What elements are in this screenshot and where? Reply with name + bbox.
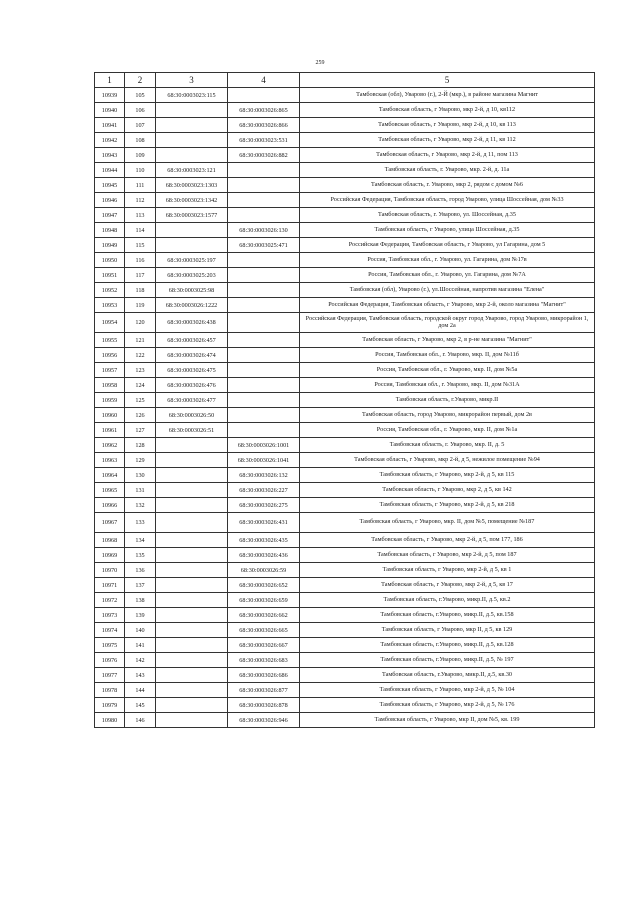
cadastral-number-alt-cell: 68:30:0003026:652 bbox=[228, 578, 300, 593]
index-cell: 105 bbox=[125, 88, 156, 103]
row-number-cell: 10947 bbox=[95, 208, 125, 223]
table-row bbox=[95, 378, 595, 393]
index-cell: 111 bbox=[125, 178, 156, 193]
cadastral-number-cell bbox=[156, 608, 228, 623]
cadastral-number-cell bbox=[156, 713, 228, 728]
address-cell: Тамбовская область, г. Уварово, мкр 2, рядом с домом №6 bbox=[300, 178, 595, 193]
cadastral-number-alt-cell bbox=[228, 378, 300, 393]
row-number-cell: 10963 bbox=[95, 453, 125, 468]
address-cell: Российская Федерация, Тамбовская область, г Уварово, мкр 2-й, около магазина "Магнит" bbox=[300, 298, 595, 313]
row-number-cell: 10944 bbox=[95, 163, 125, 178]
table-body bbox=[95, 88, 595, 728]
cadastral-number-cell bbox=[156, 623, 228, 638]
cadastral-number-cell bbox=[156, 453, 228, 468]
index-cell: 118 bbox=[125, 283, 156, 298]
address-cell: Тамбовская область, г Уварово, мкр 2-й, д 5, кв 17 bbox=[300, 578, 595, 593]
row-number-cell: 10948 bbox=[95, 223, 125, 238]
column-header-5: 5 bbox=[300, 73, 595, 88]
cadastral-number-alt-cell bbox=[228, 193, 300, 208]
row-number-cell: 10977 bbox=[95, 668, 125, 683]
row-number-cell: 10941 bbox=[95, 118, 125, 133]
address-cell: Тамбовская область, г. Уварово, ул. Шоссейная, д.35 bbox=[300, 208, 595, 223]
address-cell: Тамбовская область, г Уварово, мкр 2-й, д 5, нежилое помещение №94 bbox=[300, 453, 595, 468]
address-cell: Тамбовская область, г Уварово, мкр 2-й, д 11, кв 112 bbox=[300, 133, 595, 148]
table-row bbox=[95, 408, 595, 423]
table-row bbox=[95, 498, 595, 513]
cadastral-number-alt-cell: 68:30:0003026:662 bbox=[228, 608, 300, 623]
cadastral-number-cell bbox=[156, 468, 228, 483]
index-cell: 115 bbox=[125, 238, 156, 253]
cadastral-number-alt-cell bbox=[228, 313, 300, 333]
table-row bbox=[95, 698, 595, 713]
cadastral-number-alt-cell: 68:30:0003026:866 bbox=[228, 118, 300, 133]
cadastral-number-cell: 68:30:0003025:197 bbox=[156, 253, 228, 268]
cadastral-number-cell: 68:30:0003026:438 bbox=[156, 313, 228, 333]
table-row bbox=[95, 393, 595, 408]
address-cell: Тамбовская область, г Уварово, мкр 2-й, д 5, кв 1 bbox=[300, 563, 595, 578]
table-row bbox=[95, 118, 595, 133]
address-cell: Тамбовская область, г.Уварово, микр.II, д.5, кв.158 bbox=[300, 608, 595, 623]
index-cell: 120 bbox=[125, 313, 156, 333]
table-row bbox=[95, 423, 595, 438]
index-cell: 127 bbox=[125, 423, 156, 438]
index-cell: 134 bbox=[125, 533, 156, 548]
address-cell: Россия, Тамбовская обл., г. Уварово, мкр. II, дом №1а bbox=[300, 423, 595, 438]
index-cell: 131 bbox=[125, 483, 156, 498]
address-cell: Тамбовская область, г Уварово, мкр 2-й, д 5, № 104 bbox=[300, 683, 595, 698]
index-cell: 136 bbox=[125, 563, 156, 578]
index-cell: 110 bbox=[125, 163, 156, 178]
cadastral-number-cell bbox=[156, 148, 228, 163]
cadastral-number-cell: 68:30:0003023:1342 bbox=[156, 193, 228, 208]
address-cell: Россия, Тамбовская обл., г. Уварово, мкр. II, дом №11б bbox=[300, 348, 595, 363]
index-cell: 122 bbox=[125, 348, 156, 363]
cadastral-number-alt-cell: 68:30:0003026:275 bbox=[228, 498, 300, 513]
cadastral-number-cell bbox=[156, 238, 228, 253]
index-cell: 130 bbox=[125, 468, 156, 483]
row-number-cell: 10953 bbox=[95, 298, 125, 313]
row-number-cell: 10957 bbox=[95, 363, 125, 378]
table-row bbox=[95, 348, 595, 363]
cadastral-number-alt-cell bbox=[228, 423, 300, 438]
table-row bbox=[95, 548, 595, 563]
cadastral-number-alt-cell: 68:30:0003026:878 bbox=[228, 698, 300, 713]
row-number-cell: 10967 bbox=[95, 513, 125, 533]
cadastral-number-cell bbox=[156, 483, 228, 498]
cadastral-number-cell bbox=[156, 498, 228, 513]
address-cell: Тамбовская область, г Уварово, мкр 2-й, д 5, кв 218 bbox=[300, 498, 595, 513]
cadastral-number-alt-cell: 68:30:0003026:130 bbox=[228, 223, 300, 238]
table-row bbox=[95, 468, 595, 483]
address-cell: Тамбовская область, г.Уварово, микр.II, д.5, кв.128 bbox=[300, 638, 595, 653]
index-cell: 108 bbox=[125, 133, 156, 148]
address-cell: Тамбовская область, г Уварово, мкр 2-й, д 11, пом 113 bbox=[300, 148, 595, 163]
table-row bbox=[95, 453, 595, 468]
cadastral-number-alt-cell: 68:30:0003026:946 bbox=[228, 713, 300, 728]
table-row bbox=[95, 683, 595, 698]
address-cell: Тамбовская область, г Уварово, мкр 2-й, д 5, № 176 bbox=[300, 698, 595, 713]
row-number-cell: 10973 bbox=[95, 608, 125, 623]
row-number-cell: 10950 bbox=[95, 253, 125, 268]
cadastral-number-cell: 68:30:0003023:121 bbox=[156, 163, 228, 178]
cadastral-number-alt-cell: 68:30:0003026:865 bbox=[228, 103, 300, 118]
row-number-cell: 10979 bbox=[95, 698, 125, 713]
row-number-cell: 10962 bbox=[95, 438, 125, 453]
row-number-cell: 10966 bbox=[95, 498, 125, 513]
cadastral-number-alt-cell: 68:30:0003026:1041 bbox=[228, 453, 300, 468]
row-number-cell: 10946 bbox=[95, 193, 125, 208]
table-row bbox=[95, 668, 595, 683]
cadastral-number-cell bbox=[156, 638, 228, 653]
column-header-4: 4 bbox=[228, 73, 300, 88]
address-cell: Тамбовская область, г Уварово, мкр II, дом №5, кв. 199 bbox=[300, 713, 595, 728]
index-cell: 129 bbox=[125, 453, 156, 468]
table-row bbox=[95, 638, 595, 653]
index-cell: 139 bbox=[125, 608, 156, 623]
row-number-cell: 10969 bbox=[95, 548, 125, 563]
cadastral-number-cell bbox=[156, 438, 228, 453]
cadastral-number-cell: 68:30:0003025:98 bbox=[156, 283, 228, 298]
cadastral-number-cell bbox=[156, 118, 228, 133]
cadastral-number-alt-cell: 68:30:0003026:227 bbox=[228, 483, 300, 498]
cadastral-number-alt-cell bbox=[228, 363, 300, 378]
address-cell: Российская Федерация, Тамбовская область, г Уварово, ул Гагарина, дом 5 bbox=[300, 238, 595, 253]
cadastral-number-cell bbox=[156, 533, 228, 548]
index-cell: 114 bbox=[125, 223, 156, 238]
cadastral-number-alt-cell bbox=[228, 163, 300, 178]
table-row bbox=[95, 298, 595, 313]
row-number-cell: 10939 bbox=[95, 88, 125, 103]
address-cell: Тамбовская область, г Уварово, мкр 2-й, д 10, кв112 bbox=[300, 103, 595, 118]
table-row bbox=[95, 133, 595, 148]
table-row bbox=[95, 563, 595, 578]
row-number-cell: 10952 bbox=[95, 283, 125, 298]
index-cell: 142 bbox=[125, 653, 156, 668]
table-row bbox=[95, 178, 595, 193]
cadastral-number-cell bbox=[156, 653, 228, 668]
row-number-cell: 10976 bbox=[95, 653, 125, 668]
index-cell: 124 bbox=[125, 378, 156, 393]
index-cell: 140 bbox=[125, 623, 156, 638]
address-cell: Тамбовская область, г.Уварово, микр.II, д.5, кв.2 bbox=[300, 593, 595, 608]
cadastral-number-alt-cell: 68:30:0003026:436 bbox=[228, 548, 300, 563]
cadastral-number-cell bbox=[156, 683, 228, 698]
cadastral-number-alt-cell: 68:30:0003026:435 bbox=[228, 533, 300, 548]
address-cell: Российская Федерация, Тамбовская область, город Уварово, улица Шоссейная, дом №33 bbox=[300, 193, 595, 208]
table-row bbox=[95, 208, 595, 223]
cadastral-number-cell bbox=[156, 513, 228, 533]
row-number-cell: 10958 bbox=[95, 378, 125, 393]
cadastral-number-cell: 68:30:0003023:115 bbox=[156, 88, 228, 103]
index-cell: 137 bbox=[125, 578, 156, 593]
cadastral-number-alt-cell: 68:30:0003026:877 bbox=[228, 683, 300, 698]
address-cell: Россия, Тамбовская обл., г. Уварово, мкр. II, дом №5а bbox=[300, 363, 595, 378]
cadastral-number-cell bbox=[156, 223, 228, 238]
address-cell: Россия, Тамбовская обл., г. Уварово, мкр. II, дом №31А bbox=[300, 378, 595, 393]
index-cell: 145 bbox=[125, 698, 156, 713]
cadastral-number-cell: 68:30:0003026:475 bbox=[156, 363, 228, 378]
index-cell: 125 bbox=[125, 393, 156, 408]
cadastral-number-alt-cell: 68:30:0003026:1001 bbox=[228, 438, 300, 453]
table-row bbox=[95, 333, 595, 348]
index-cell: 121 bbox=[125, 333, 156, 348]
cadastral-number-cell: 68:30:0003026:50 bbox=[156, 408, 228, 423]
row-number-cell: 10974 bbox=[95, 623, 125, 638]
table-row bbox=[95, 513, 595, 533]
cadastral-number-cell: 68:30:0003026:1222 bbox=[156, 298, 228, 313]
index-cell: 113 bbox=[125, 208, 156, 223]
index-cell: 119 bbox=[125, 298, 156, 313]
cadastral-number-cell bbox=[156, 668, 228, 683]
cadastral-number-alt-cell: 68:30:0003023:531 bbox=[228, 133, 300, 148]
row-number-cell: 10971 bbox=[95, 578, 125, 593]
cadastral-number-cell bbox=[156, 548, 228, 563]
cadastral-number-cell: 68:30:0003023:1577 bbox=[156, 208, 228, 223]
cadastral-number-cell bbox=[156, 103, 228, 118]
table-row bbox=[95, 533, 595, 548]
table-row bbox=[95, 313, 595, 333]
row-number-cell: 10964 bbox=[95, 468, 125, 483]
address-cell: Тамбовская область, г Уварово, мкр 2, д 5, кв 142 bbox=[300, 483, 595, 498]
row-number-cell: 10972 bbox=[95, 593, 125, 608]
column-header-3: 3 bbox=[156, 73, 228, 88]
cadastral-number-alt-cell: 68:30:0003026:683 bbox=[228, 653, 300, 668]
cadastral-number-cell bbox=[156, 698, 228, 713]
row-number-cell: 10943 bbox=[95, 148, 125, 163]
cadastral-number-alt-cell bbox=[228, 178, 300, 193]
index-cell: 128 bbox=[125, 438, 156, 453]
cadastral-number-cell: 68:30:0003026:51 bbox=[156, 423, 228, 438]
cadastral-number-cell: 68:30:0003026:476 bbox=[156, 378, 228, 393]
table-row bbox=[95, 268, 595, 283]
address-cell: Тамбовская область, г Уварово, мкр 2-й, д 5, кв 115 bbox=[300, 468, 595, 483]
row-number-cell: 10961 bbox=[95, 423, 125, 438]
address-cell: Тамбовская область, город Уварово, микрорайон первый, дом 2в bbox=[300, 408, 595, 423]
table-row bbox=[95, 713, 595, 728]
row-number-cell: 10940 bbox=[95, 103, 125, 118]
row-number-cell: 10942 bbox=[95, 133, 125, 148]
row-number-cell: 10945 bbox=[95, 178, 125, 193]
cadastral-number-alt-cell: 68:30:0003026:882 bbox=[228, 148, 300, 163]
row-number-cell: 10955 bbox=[95, 333, 125, 348]
row-number-cell: 10980 bbox=[95, 713, 125, 728]
table-header bbox=[95, 73, 595, 88]
address-cell: Тамбовская область, г. Уварово, мкр. 2-й, д. 11а bbox=[300, 163, 595, 178]
row-number-cell: 10968 bbox=[95, 533, 125, 548]
table-row bbox=[95, 653, 595, 668]
index-cell: 126 bbox=[125, 408, 156, 423]
table-row bbox=[95, 253, 595, 268]
index-cell: 144 bbox=[125, 683, 156, 698]
cadastral-number-alt-cell: 68:30:0003026:431 bbox=[228, 513, 300, 533]
address-cell: Российская Федерация, Тамбовская область, городской округ город Уварово, город Уварово, микрорайон 1, дом 2а bbox=[300, 313, 595, 333]
address-cell: Тамбовская область, г Уварово, мкр 2-й, д 5, пом 177, 186 bbox=[300, 533, 595, 548]
cadastral-number-alt-cell: 68:30:0003025:471 bbox=[228, 238, 300, 253]
table-row bbox=[95, 283, 595, 298]
address-cell: Тамбовская область, г.Уварово, микр.II, д.5, кв.30 bbox=[300, 668, 595, 683]
cadastral-number-cell bbox=[156, 578, 228, 593]
cadastral-number-cell bbox=[156, 133, 228, 148]
row-number-cell: 10970 bbox=[95, 563, 125, 578]
index-cell: 109 bbox=[125, 148, 156, 163]
table-row bbox=[95, 593, 595, 608]
address-cell: Россия, Тамбовская обл., г. Уварово, ул. Гагарина, дом №17в bbox=[300, 253, 595, 268]
cadastral-number-alt-cell: 68:30:0003026:659 bbox=[228, 593, 300, 608]
row-number-cell: 10951 bbox=[95, 268, 125, 283]
address-cell: Тамбовская область, г Уварово, мкр 2, в р-не магазина "Магнит" bbox=[300, 333, 595, 348]
cadastral-number-alt-cell: 68:30:0003026:59 bbox=[228, 563, 300, 578]
cadastral-number-cell: 68:30:0003026:477 bbox=[156, 393, 228, 408]
index-cell: 116 bbox=[125, 253, 156, 268]
table-row bbox=[95, 163, 595, 178]
cadastral-number-alt-cell bbox=[228, 283, 300, 298]
cadastral-number-alt-cell: 68:30:0003026:132 bbox=[228, 468, 300, 483]
cadastral-number-alt-cell bbox=[228, 208, 300, 223]
table-row bbox=[95, 103, 595, 118]
address-cell: Тамбовская (обл), Уварово (г.), ул.Шоссейная, напротив магазина "Елена" bbox=[300, 283, 595, 298]
index-cell: 141 bbox=[125, 638, 156, 653]
index-cell: 138 bbox=[125, 593, 156, 608]
index-cell: 106 bbox=[125, 103, 156, 118]
page-number: 259 bbox=[315, 60, 325, 66]
address-cell: Тамбовская область, г.Уварово, микр.II bbox=[300, 393, 595, 408]
row-number-cell: 10975 bbox=[95, 638, 125, 653]
cadastral-number-alt-cell: 68:30:0003026:686 bbox=[228, 668, 300, 683]
row-number-cell: 10954 bbox=[95, 313, 125, 333]
cadastral-number-alt-cell bbox=[228, 253, 300, 268]
header-row bbox=[95, 73, 595, 88]
cadastral-number-alt-cell bbox=[228, 393, 300, 408]
table-row bbox=[95, 238, 595, 253]
index-cell: 117 bbox=[125, 268, 156, 283]
cadastral-number-alt-cell bbox=[228, 348, 300, 363]
table-row bbox=[95, 88, 595, 103]
table-row bbox=[95, 363, 595, 378]
cadastral-number-alt-cell bbox=[228, 408, 300, 423]
row-number-cell: 10959 bbox=[95, 393, 125, 408]
cadastral-number-alt-cell bbox=[228, 298, 300, 313]
cadastral-number-cell bbox=[156, 593, 228, 608]
table-row bbox=[95, 578, 595, 593]
table-row bbox=[95, 483, 595, 498]
cadastral-number-alt-cell bbox=[228, 88, 300, 103]
address-cell: Тамбовская область, г.Уварово, микр.II, д.5, № 197 bbox=[300, 653, 595, 668]
address-cell: Тамбовская область, г Уварово, улица Шоссейная, д.35 bbox=[300, 223, 595, 238]
index-cell: 133 bbox=[125, 513, 156, 533]
index-cell: 143 bbox=[125, 668, 156, 683]
row-number-cell: 10949 bbox=[95, 238, 125, 253]
cadastral-number-cell: 68:30:0003025:203 bbox=[156, 268, 228, 283]
address-cell: Тамбовская область, г. Уварово, мкр. II, д. 5 bbox=[300, 438, 595, 453]
row-number-cell: 10978 bbox=[95, 683, 125, 698]
cadastral-number-alt-cell bbox=[228, 268, 300, 283]
index-cell: 107 bbox=[125, 118, 156, 133]
address-cell: Тамбовская область, г Уварово, мкр II, д 5, кв 129 bbox=[300, 623, 595, 638]
cadastral-number-cell: 68:30:0003026:457 bbox=[156, 333, 228, 348]
address-cell: Тамбовская (обл), Уварово (г.), 2-Й (мкр.), в районе магазина Магнит bbox=[300, 88, 595, 103]
table-row bbox=[95, 148, 595, 163]
registry-table bbox=[94, 72, 595, 728]
address-cell: Тамбовская область, г Уварово, мкр. II, дом №5, помещение №187 bbox=[300, 513, 595, 533]
column-header-2: 2 bbox=[125, 73, 156, 88]
address-cell: Россия, Тамбовская обл., г. Уварово, ул. Гагарина, дом №7А bbox=[300, 268, 595, 283]
table-row bbox=[95, 223, 595, 238]
row-number-cell: 10960 bbox=[95, 408, 125, 423]
column-header-1: 1 bbox=[95, 73, 125, 88]
index-cell: 112 bbox=[125, 193, 156, 208]
cadastral-number-cell bbox=[156, 563, 228, 578]
address-cell: Тамбовская область, г Уварово, мкр 2-й, д 5, пом 187 bbox=[300, 548, 595, 563]
cadastral-number-alt-cell bbox=[228, 333, 300, 348]
index-cell: 135 bbox=[125, 548, 156, 563]
index-cell: 132 bbox=[125, 498, 156, 513]
table-row bbox=[95, 623, 595, 638]
index-cell: 123 bbox=[125, 363, 156, 378]
row-number-cell: 10956 bbox=[95, 348, 125, 363]
table-row bbox=[95, 438, 595, 453]
row-number-cell: 10965 bbox=[95, 483, 125, 498]
cadastral-number-alt-cell: 68:30:0003026:667 bbox=[228, 638, 300, 653]
table-row bbox=[95, 608, 595, 623]
address-cell: Тамбовская область, г Уварово, мкр 2-й, д 10, кв 113 bbox=[300, 118, 595, 133]
cadastral-number-cell: 68:30:0003026:474 bbox=[156, 348, 228, 363]
cadastral-number-cell: 68:30:0003023:1303 bbox=[156, 178, 228, 193]
index-cell: 146 bbox=[125, 713, 156, 728]
cadastral-number-alt-cell: 68:30:0003026:665 bbox=[228, 623, 300, 638]
table-row bbox=[95, 193, 595, 208]
